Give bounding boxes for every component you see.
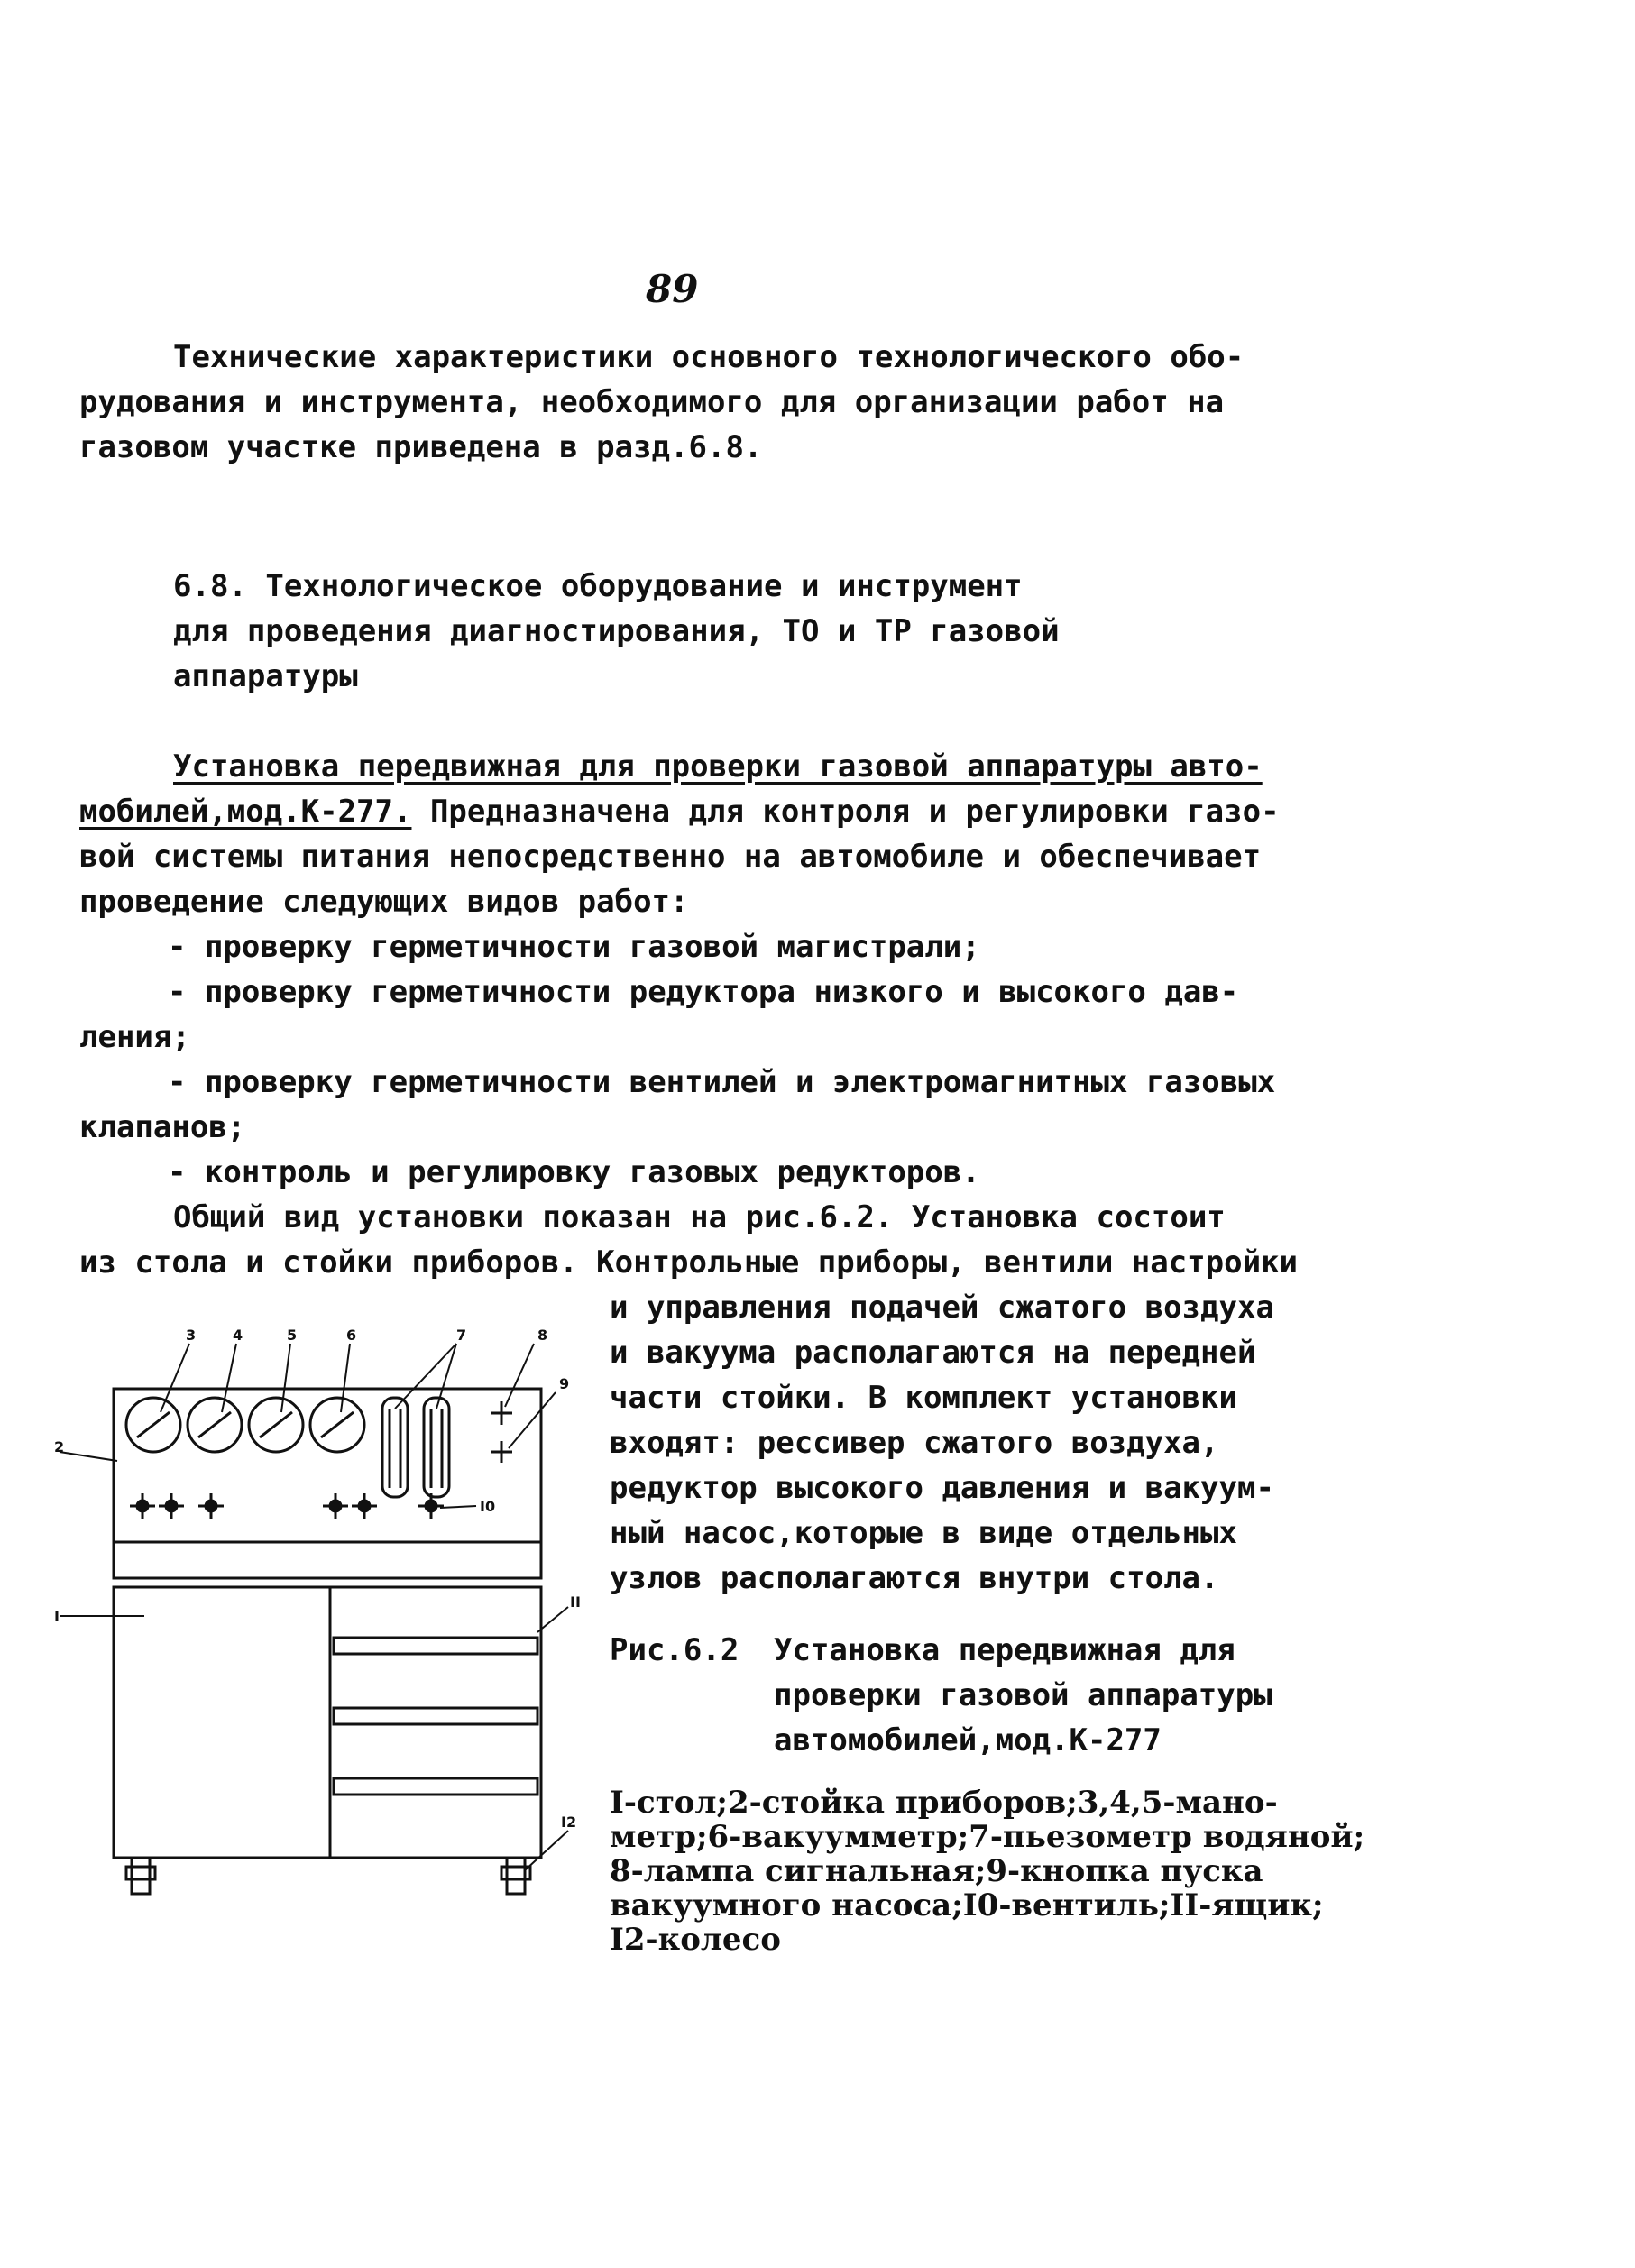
- callout-7: 7: [456, 1327, 467, 1344]
- signal-lamp: [491, 1401, 512, 1425]
- figure-legend-line-4: вакуумного насоса;I0-вентиль;II-ящик;: [610, 1887, 1324, 1924]
- pump-start-button: [491, 1441, 512, 1463]
- side-text-line-4: входят: рессивер сжатого воздуха,: [610, 1425, 1219, 1461]
- stand-base-band: [114, 1542, 541, 1578]
- piezometer-right: [424, 1398, 449, 1497]
- callout-1: I: [54, 1608, 60, 1625]
- equipment-title-line-1: Установка передвижная для проверки газовой аппаратуры авто-: [173, 748, 1263, 785]
- list-item-1: - проверку герметичности газовой магистрали;: [168, 929, 980, 965]
- side-text-line-6: ный насос,которые в виде отдельных: [610, 1515, 1237, 1551]
- para1-line-2-rest: Предназначена для контроля и регулировки газо-: [411, 794, 1280, 830]
- drawer-3: [334, 1778, 537, 1795]
- piezometer-left: [382, 1398, 408, 1497]
- para2-line-1: Общий вид установки показан на рис.6.2. Установка состоит: [173, 1199, 1226, 1235]
- equipment-drawing: [54, 1326, 595, 1903]
- callout-10: I0: [480, 1498, 496, 1515]
- side-text-line-1: и управления подачей сжатого воздуха: [610, 1290, 1274, 1326]
- intro-line-1: Технические характеристики основного технологического обо-: [173, 339, 1245, 375]
- para1-line-3: вой системы питания непосредственно на автомобиле и обеспечивает: [79, 839, 1262, 875]
- gauge-3: [126, 1398, 180, 1452]
- drawer-2: [334, 1708, 537, 1724]
- list-item-2-cont: ления;: [79, 1019, 190, 1055]
- wheel-left: [126, 1858, 155, 1894]
- figure-caption-label: Рис.6.2: [610, 1632, 739, 1668]
- wheel-right: [501, 1858, 530, 1894]
- side-text-line-5: редуктор высокого давления и вакуум-: [610, 1470, 1274, 1506]
- callout-9: 9: [559, 1375, 570, 1392]
- leader-lines: [60, 1344, 568, 1870]
- list-item-4: - контроль и регулировку газовых редукторов.: [168, 1154, 980, 1190]
- table-body: [114, 1587, 541, 1858]
- callout-5: 5: [287, 1327, 298, 1344]
- callout-12: I2: [561, 1813, 577, 1831]
- callout-11: II: [570, 1593, 581, 1611]
- page-number: 89: [646, 267, 699, 311]
- figure-caption-line-2: проверки газовой аппаратуры: [774, 1677, 1272, 1713]
- side-text-line-3: части стойки. В комплект установки: [610, 1380, 1237, 1416]
- section-heading-line-1: 6.8. Технологическое оборудование и инструмент: [173, 568, 1023, 604]
- figure-legend-line-1: I-стол;2-стойка приборов;3,4,5-мано-: [610, 1785, 1278, 1821]
- para2-line-2: из стола и стойки приборов. Контрольные приборы, вентили настройки: [79, 1244, 1299, 1281]
- figure-caption-line-1: Установка передвижная для: [774, 1632, 1235, 1668]
- intro-line-3: газовом участке приведена в разд.6.8.: [79, 429, 763, 465]
- section-heading-line-3: аппаратуры: [173, 658, 358, 694]
- para1-line-4: проведение следующих видов работ:: [79, 884, 689, 920]
- callout-6: 6: [346, 1327, 357, 1344]
- figure-legend-line-2: метр;6-вакуумметр;7-пьезометр водяной;: [610, 1819, 1365, 1855]
- callout-8: 8: [537, 1327, 548, 1344]
- section-heading-line-2: для проведения диагностирования, ТО и ТР газовой: [173, 613, 1060, 649]
- side-text-line-2: и вакуума располагаются на передней: [610, 1335, 1256, 1371]
- list-item-2: - проверку герметичности редуктора низкого и высокого дав-: [168, 974, 1239, 1010]
- figure-legend-line-3: 8-лампа сигнальная;9-кнопка пуска: [610, 1853, 1263, 1889]
- side-text-line-7: узлов располагаются внутри стола.: [610, 1560, 1219, 1596]
- intro-line-2: рудования и инструмента, необходимого для организации работ на: [79, 384, 1225, 420]
- callout-4: 4: [233, 1327, 243, 1344]
- callout-2: 2: [54, 1438, 65, 1455]
- drawer-1: [334, 1638, 537, 1654]
- para1-line-2: [79, 790, 1280, 833]
- list-item-3: - проверку герметичности вентилей и электромагнитных газовых: [168, 1064, 1276, 1100]
- callout-3: 3: [186, 1327, 197, 1344]
- figure-caption-line-3: автомобилей,мод.К-277: [774, 1722, 1162, 1758]
- figure-legend-line-5: I2-колесо: [610, 1922, 781, 1958]
- gauge-6: [310, 1398, 364, 1452]
- equipment-title-line-2: мобилей,мод.К-277.: [79, 794, 412, 830]
- list-item-3-cont: клапанов;: [79, 1109, 246, 1145]
- gauge-5: [249, 1398, 303, 1452]
- gauge-4: [188, 1398, 242, 1452]
